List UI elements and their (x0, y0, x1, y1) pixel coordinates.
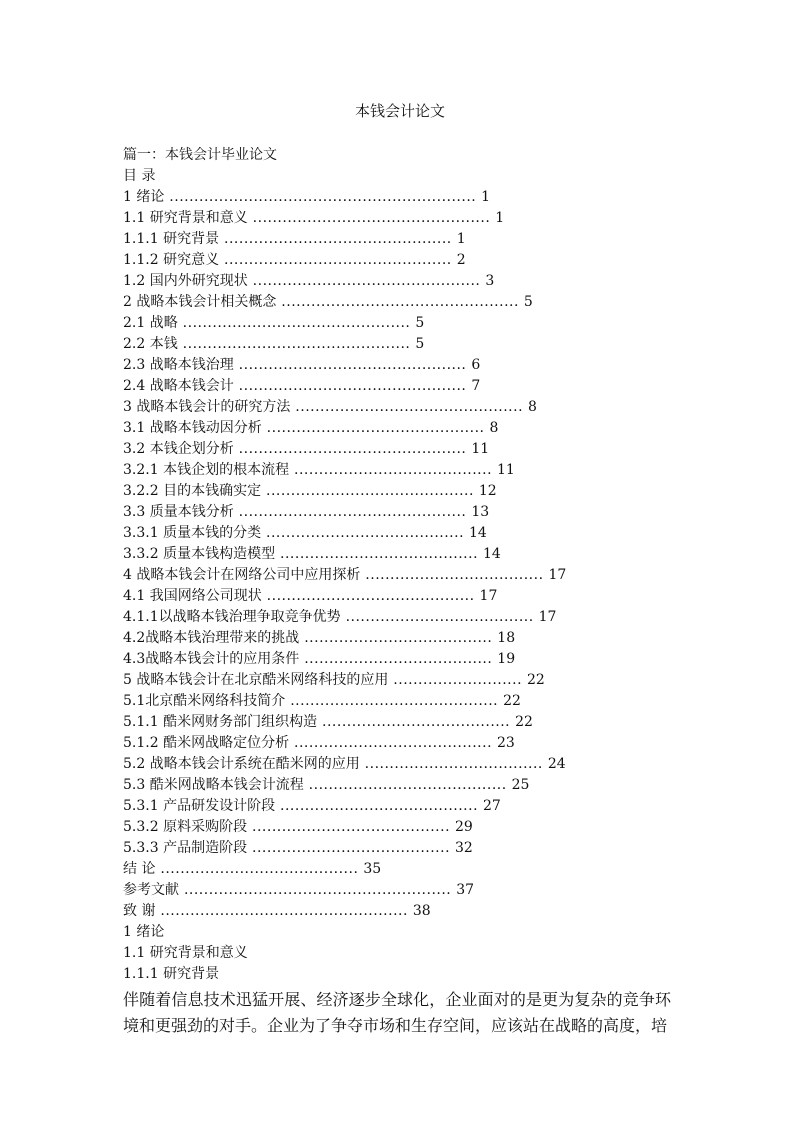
toc-entry-page: 6 (471, 357, 481, 373)
toc-entry (123, 460, 683, 481)
toc-dot-leader: ........................................ (275, 798, 483, 814)
toc-entry-label: 5.1.2 酷米网战略定位分析 (123, 735, 290, 751)
toc-dot-leader: .............................................. (219, 231, 457, 247)
toc-entry-page: 27 (483, 798, 501, 814)
toc-entry-page: 1 (456, 231, 466, 247)
toc-entry-page: 11 (471, 441, 490, 457)
toc-dot-leader: .......................................... (285, 693, 504, 709)
toc-entry (123, 544, 683, 565)
toc-entry (123, 817, 683, 838)
toc-entry-page: 24 (547, 756, 566, 772)
toc-entry-label: 致 谢 (123, 903, 156, 919)
toc-entry-label: 5.1.1 酷米网财务部门组织构造 (123, 714, 318, 730)
toc-dot-leader: ........................................ (275, 546, 483, 562)
toc-entry (123, 859, 683, 880)
toc-dot-leader: .................................................. (155, 903, 413, 919)
toc-dot-leader: .............................................. (177, 336, 416, 352)
toc-entry-label: 4 战略本钱会计在网络公司中应用探析 (123, 567, 361, 583)
toc-entry-page: 29 (455, 819, 473, 835)
toc-entry-label: 3.3.2 质量本钱构造模型 (123, 546, 276, 562)
toc-entry-label: 5.3.1 产品研发设计阶段 (123, 798, 276, 814)
toc-entry (123, 523, 683, 544)
toc-entry-page: 18 (497, 630, 516, 646)
toc-entry-label: 1.1.2 研究意义 (123, 252, 220, 268)
toc-entry-page: 3 (485, 273, 495, 289)
toc-entry (123, 439, 683, 460)
toc-entry-label: 参考文献 (123, 882, 179, 898)
toc-entry (123, 208, 683, 229)
toc-dot-leader: .......................... (388, 672, 527, 688)
toc-entry (123, 649, 683, 670)
toc-entry-page: 23 (497, 735, 515, 751)
document-content (123, 145, 683, 1039)
toc-entry-label: 3.3 质量本钱分析 (123, 504, 234, 520)
toc-entry-label: 4.3战略本钱会计的应用条件 (123, 651, 300, 667)
toc-entry-label: 5.3 酷米网战略本钱会计流程 (123, 777, 304, 793)
toc-entry (123, 775, 683, 796)
toc-entry (123, 229, 683, 250)
toc-entry-label: 结 论 (123, 861, 156, 877)
toc-entry-page: 32 (455, 840, 473, 856)
toc-entry (123, 733, 683, 754)
toc-entry-label: 3.2.1 本钱企划的根本流程 (123, 462, 290, 478)
toc-dot-leader: .......................................... (261, 588, 480, 604)
toc-entry-label: 5.2 战略本钱会计系统在酷米网的应用 (123, 756, 360, 772)
toc-entry (123, 670, 683, 691)
toc-entry (123, 796, 683, 817)
toc-entry-page: 13 (471, 504, 490, 520)
toc-dot-leader: .............................................. (247, 273, 486, 289)
toc-entry-label: 1.1 研究背景和意义 (123, 210, 248, 226)
toc-entry-label: 5.3.3 产品制造阶段 (123, 840, 248, 856)
toc-heading: 目 录 (123, 168, 156, 184)
toc-dot-leader: .................................... (359, 756, 548, 772)
toc-entry-label: 4.2战略本钱治理带来的挑战 (123, 630, 300, 646)
toc-dot-leader: ........................................ (261, 525, 469, 541)
toc-entry-page: 35 (363, 861, 382, 877)
toc-dot-leader: .............................................. (233, 441, 472, 457)
toc-dot-leader: .............................................. (233, 504, 472, 520)
toc-dot-leader: .............................................. (233, 357, 472, 373)
toc-entry-page: 14 (483, 546, 501, 562)
toc-entry-page: 11 (497, 462, 515, 478)
toc-entry-label: 1.1.1 研究背景 (123, 231, 220, 247)
toc-dot-leader: .............................................................. (164, 189, 482, 205)
toc-entry-label: 1.2 国内外研究现状 (123, 273, 248, 289)
toc-dot-leader: .................................... (360, 567, 549, 583)
body-heading-1-1: 1.1 研究背景和意义 (123, 945, 248, 961)
toc-entry-page: 5 (415, 336, 425, 352)
toc-entry-label: 2.4 战略本钱会计 (123, 378, 234, 394)
toc-entry-label: 4.1 我国网络公司现状 (123, 588, 262, 604)
toc-entry-page: 22 (526, 672, 545, 688)
toc-entry (123, 691, 683, 712)
toc-entry (123, 334, 683, 355)
toc-dot-leader: ...................................... (299, 651, 498, 667)
toc-entry-label: 2.3 战略本钱治理 (123, 357, 234, 373)
toc-entry (123, 712, 683, 733)
toc-entry-label: 4.1.1以战略本钱治理争取竞争优势 (123, 609, 341, 625)
toc-entry-label: 5 战略本钱会计在北京酷米网络科技的应用 (123, 672, 389, 688)
table-of-contents (123, 187, 683, 922)
toc-entry (123, 271, 683, 292)
toc-entry (123, 187, 683, 208)
toc-entry-label: 3.3.1 质量本钱的分类 (123, 525, 262, 541)
toc-entry-page: 5 (415, 315, 425, 331)
toc-entry-label: 2 战略本钱会计相关概念 (123, 294, 277, 310)
section-heading: 篇一：本钱会计毕业论文 (123, 147, 277, 163)
toc-dot-leader: ........................................ (289, 462, 497, 478)
toc-entry-label: 3 战略本钱会计的研究方法 (123, 399, 291, 415)
toc-entry-page: 14 (469, 525, 487, 541)
toc-entry (123, 901, 683, 922)
toc-dot-leader: ...................................... (340, 609, 539, 625)
toc-entry-page: 17 (538, 609, 557, 625)
toc-dot-leader: ................................................ (276, 294, 524, 310)
toc-entry-page: 5 (523, 294, 533, 310)
toc-entry-page: 8 (527, 399, 537, 415)
toc-entry (123, 418, 683, 439)
toc-dot-leader: .......................................... (261, 483, 479, 499)
toc-entry (123, 628, 683, 649)
toc-entry-page: 22 (515, 714, 533, 730)
toc-entry-label: 1 绪论 (123, 189, 165, 205)
toc-entry-page: 12 (478, 483, 497, 499)
toc-dot-leader: ........................................ (303, 777, 512, 793)
body-heading-1-1-1: 1.1.1 研究背景 (123, 966, 220, 982)
toc-entry-page: 19 (497, 651, 516, 667)
toc-entry (123, 880, 683, 901)
toc-entry (123, 565, 683, 586)
toc-dot-leader: .............................................. (219, 252, 457, 268)
toc-entry (123, 292, 683, 313)
toc-entry-label: 3.2.2 目的本钱确实定 (123, 483, 262, 499)
body-heading-1: 1 绪论 (123, 924, 165, 940)
toc-entry-page: 1 (495, 210, 505, 226)
toc-dot-leader: .............................................. (290, 399, 528, 415)
document-title: 本钱会计论文 (354, 102, 445, 120)
toc-dot-leader: ...................................... (299, 630, 498, 646)
body-paragraph: 伴随着信息技术迅猛开展、经济逐步全球化，企业面对的是更为复杂的竞争环境和更强劲的对手。企业为了争夺市场和生存空间，应该站在战略的高度，培 (123, 990, 671, 1035)
toc-entry-page: 37 (456, 882, 475, 898)
toc-entry (123, 502, 683, 523)
toc-entry-page: 25 (511, 777, 530, 793)
toc-entry-label: 3.2 本钱企划分析 (123, 441, 234, 457)
toc-entry-page: 38 (412, 903, 431, 919)
toc-entry (123, 397, 683, 418)
toc-entry-page: 2 (456, 252, 466, 268)
toc-dot-leader: ........................................ (247, 840, 455, 856)
toc-dot-leader: ...................................... (317, 714, 516, 730)
toc-entry (123, 355, 683, 376)
toc-dot-leader: ........................................ (247, 819, 455, 835)
toc-entry-page: 17 (479, 588, 498, 604)
toc-entry-label: 2.1 战略 (123, 315, 178, 331)
toc-entry-label: 5.1北京酷米网络科技简介 (123, 693, 286, 709)
toc-dot-leader: .............................................. (177, 315, 416, 331)
toc-entry (123, 754, 683, 775)
toc-entry-page: 1 (481, 189, 491, 205)
toc-dot-leader: ................................................ (247, 210, 496, 226)
toc-entry-label: 2.2 本钱 (123, 336, 178, 352)
toc-entry-page: 8 (489, 420, 499, 436)
toc-entry-page: 17 (548, 567, 567, 583)
toc-entry-page: 7 (471, 378, 481, 394)
toc-entry (123, 838, 683, 859)
toc-entry (123, 376, 683, 397)
toc-entry-label: 5.3.2 原料采购阶段 (123, 819, 248, 835)
toc-dot-leader: .............................................. (233, 378, 472, 394)
toc-entry (123, 250, 683, 271)
toc-dot-leader: ............................................ (261, 420, 490, 436)
toc-dot-leader: ........................................ (155, 861, 364, 877)
toc-dot-leader: ...................................................... (179, 882, 457, 898)
toc-entry (123, 313, 683, 334)
toc-entry-page: 22 (503, 693, 521, 709)
toc-entry-label: 3.1 战略本钱动因分析 (123, 420, 262, 436)
toc-entry (123, 586, 683, 607)
toc-dot-leader: ........................................ (289, 735, 497, 751)
toc-entry (123, 607, 683, 628)
toc-entry (123, 481, 683, 502)
